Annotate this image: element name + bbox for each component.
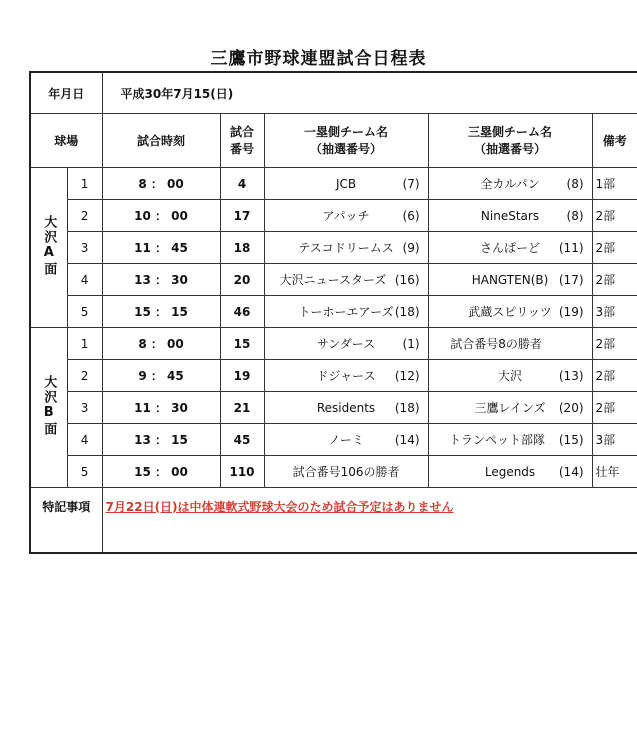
- game-no-cell: 18: [220, 232, 264, 264]
- team1-name: ドジャース: [316, 369, 376, 383]
- team3-cell: [428, 296, 592, 328]
- venue-name: 大沢A面: [41, 215, 57, 277]
- table-row: [30, 360, 637, 392]
- team3-draw: (8): [566, 208, 584, 223]
- note-cell: 2部: [592, 360, 637, 392]
- table-row: [30, 424, 637, 456]
- time-cell: 15 ： 00: [102, 456, 220, 488]
- team1-draw: (14): [394, 432, 420, 447]
- seq-cell: 4: [67, 424, 102, 456]
- seq-cell: 4: [67, 264, 102, 296]
- game-no-cell: 110: [220, 456, 264, 488]
- header-team1-line2: （抽選番号）: [310, 141, 383, 156]
- seq-cell: 5: [67, 296, 102, 328]
- special-notes-row: [30, 488, 637, 554]
- header-note: 備考: [592, 114, 637, 168]
- header-team1: [264, 114, 428, 168]
- special-text: 7月22日(日)は中体連軟式野球大会のため試合予定はありません: [105, 500, 454, 514]
- note-cell: 壮年: [592, 456, 637, 488]
- team3-name: 武蔵スピリッツ: [468, 305, 552, 319]
- table-row: [30, 456, 637, 488]
- team3-name: Legends: [484, 464, 536, 479]
- team3-draw: (14): [558, 464, 584, 479]
- team1-draw: (12): [394, 368, 420, 383]
- team1-name: JCB: [335, 176, 357, 191]
- game-no-cell: 20: [220, 264, 264, 296]
- note-cell: 2部: [592, 264, 637, 296]
- table-row: [30, 392, 637, 424]
- team1-draw: (7): [402, 176, 420, 191]
- time-cell: 13 ： 30: [102, 264, 220, 296]
- seq-cell: 3: [67, 392, 102, 424]
- note-cell: 2部: [592, 328, 637, 360]
- team1-name: 大沢ニュースターズ: [279, 273, 387, 287]
- venue-cell: [30, 168, 67, 328]
- team1-name: テスコドリームス: [298, 241, 394, 255]
- game-no-cell: 17: [220, 200, 264, 232]
- game-no-cell: 4: [220, 168, 264, 200]
- table-row: [30, 232, 637, 264]
- team3-name: 大沢: [498, 369, 523, 383]
- game-no-cell: 46: [220, 296, 264, 328]
- game-no-cell: 45: [220, 424, 264, 456]
- header-game-no-line1: 試合: [230, 124, 255, 139]
- seq-cell: 1: [67, 168, 102, 200]
- note-cell: 2部: [592, 200, 637, 232]
- team3-name: HANGTEN(B): [471, 272, 549, 287]
- team1-cell: [264, 232, 428, 264]
- header-team3: [428, 114, 592, 168]
- team1-cell: [264, 296, 428, 328]
- header-venue: 球場: [30, 114, 102, 168]
- time-cell: 8 ： 00: [102, 328, 220, 360]
- venue-cell: [30, 328, 67, 488]
- team3-cell: [428, 264, 592, 296]
- table-row: [30, 168, 637, 200]
- team3-cell: [428, 232, 592, 264]
- team3-cell: [428, 328, 592, 360]
- header-team3-line2: （抽選番号）: [474, 141, 547, 156]
- seq-cell: 1: [67, 328, 102, 360]
- team1-cell: [264, 424, 428, 456]
- time-cell: 11 ： 30: [102, 392, 220, 424]
- team1-name: サンダース: [316, 337, 376, 351]
- team1-draw: (9): [402, 240, 420, 255]
- game-no-cell: 19: [220, 360, 264, 392]
- team1-draw: (16): [394, 272, 420, 287]
- team3-draw: (17): [558, 272, 584, 287]
- time-cell: 8 ： 00: [102, 168, 220, 200]
- team1-cell: [264, 168, 428, 200]
- header-game-no-line2: 番号: [230, 141, 255, 156]
- team3-cell: [428, 456, 592, 488]
- time-cell: 10 ： 00: [102, 200, 220, 232]
- team3-draw: (19): [558, 304, 584, 319]
- game-no-cell: 21: [220, 392, 264, 424]
- team3-cell: [428, 200, 592, 232]
- team3-cell: [428, 392, 592, 424]
- team1-draw: (18): [394, 400, 420, 415]
- team3-draw: (8): [566, 176, 584, 191]
- team3-name: 全カルパン: [480, 177, 540, 191]
- time-cell: 15 ： 15: [102, 296, 220, 328]
- page-title: 三鷹市野球連盟試合日程表: [210, 49, 427, 69]
- note-cell: 3部: [592, 424, 637, 456]
- team1-name: 試合番号106の勝者: [292, 465, 400, 479]
- date-row: [30, 72, 637, 114]
- team1-cell: [264, 456, 428, 488]
- team3-name: 三鷹レインズ: [474, 401, 546, 415]
- team3-draw: (15): [558, 432, 584, 447]
- team1-name: ノーミ: [328, 433, 364, 447]
- seq-cell: 5: [67, 456, 102, 488]
- seq-cell: 2: [67, 360, 102, 392]
- date-label: 年月日: [30, 72, 102, 114]
- header-row: [30, 114, 637, 168]
- team3-cell: [428, 360, 592, 392]
- team3-name: トランペット部隊: [449, 433, 546, 447]
- header-time: 試合時刻: [102, 114, 220, 168]
- header-game-no: [220, 114, 264, 168]
- time-cell: 13 ： 15: [102, 424, 220, 456]
- time-cell: 9 ： 45: [102, 360, 220, 392]
- table-row: [30, 200, 637, 232]
- seq-cell: 2: [67, 200, 102, 232]
- schedule-table: [29, 71, 637, 554]
- team3-cell: [428, 424, 592, 456]
- team3-cell: [428, 168, 592, 200]
- date-value: 平成30年7月15(日): [102, 72, 637, 114]
- team3-name: さんぱーど: [480, 241, 541, 255]
- time-cell: 11 ： 45: [102, 232, 220, 264]
- team1-cell: [264, 264, 428, 296]
- team1-name: トーホーエアーズ: [298, 305, 394, 319]
- note-cell: 1部: [592, 168, 637, 200]
- team1-draw: (6): [402, 208, 420, 223]
- note-cell: 2部: [592, 232, 637, 264]
- team3-name: NineStars: [480, 208, 540, 223]
- game-no-cell: 15: [220, 328, 264, 360]
- team1-name: Residents: [316, 400, 376, 415]
- team1-draw: (18): [394, 304, 420, 319]
- header-team1-line1: 一塁側チーム名: [304, 124, 389, 139]
- team1-cell: [264, 328, 428, 360]
- team3-name: 試合番号8の勝者: [450, 337, 542, 351]
- team3-draw: (13): [558, 368, 584, 383]
- team1-cell: [264, 392, 428, 424]
- table-row: [30, 296, 637, 328]
- team1-cell: [264, 360, 428, 392]
- team1-name: アパッチ: [322, 209, 370, 223]
- note-cell: 3部: [592, 296, 637, 328]
- seq-cell: 3: [67, 232, 102, 264]
- header-team3-line1: 三塁側チーム名: [468, 124, 553, 139]
- table-row: [30, 264, 637, 296]
- special-cell: [102, 488, 637, 554]
- team3-draw: (11): [558, 240, 584, 255]
- team1-draw: (1): [402, 336, 420, 351]
- note-cell: 2部: [592, 392, 637, 424]
- special-label: 特記事項: [30, 488, 102, 554]
- team3-draw: (20): [558, 400, 584, 415]
- venue-name: 大沢B面: [41, 375, 57, 437]
- table-row: [30, 328, 637, 360]
- team1-cell: [264, 200, 428, 232]
